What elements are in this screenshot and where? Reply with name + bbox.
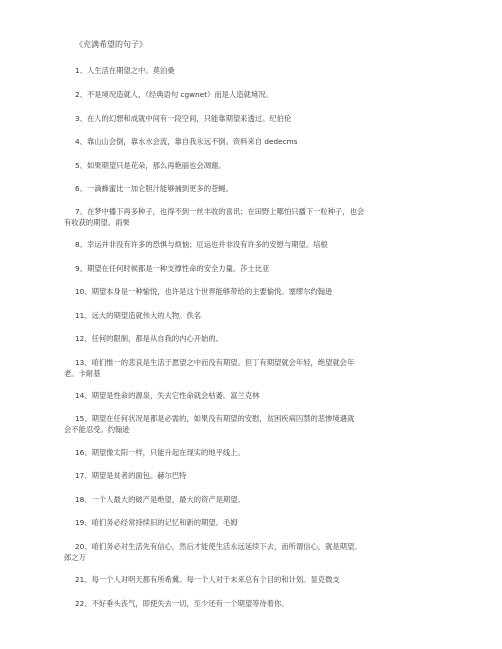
- list-item: [75, 161, 427, 172]
- item-text: 16、期望像太阳一样，只能升起在现实的地平线上。: [75, 448, 245, 457]
- item-text: 9、期望在任何时候都是一种支撑性命的安全力量。莎士比亚: [75, 264, 270, 273]
- list-item: [64, 207, 427, 228]
- list-item: [75, 240, 427, 251]
- item-text: 15、期望在任何状况是都是必需的，如果没有期望的安慰，贫困疾病囚禁的悲惨境遇就: [75, 414, 355, 423]
- list-item: [75, 448, 427, 459]
- list-item: [75, 471, 427, 482]
- list-item: [75, 264, 427, 275]
- item-continuation: 老。卡耐基: [64, 368, 101, 378]
- list-item: [75, 575, 427, 586]
- item-text: 6、一滴蜂蜜比一加仑胆汁能够捕到更多的苍蝇。: [75, 184, 233, 193]
- item-text: 21、每一个人对明天都有所希冀。每一个人对于未来总有个目的和计划。显克微支: [75, 575, 340, 584]
- item-text: 14、期望是性命的源泉，失去它性命就会枯萎。富兰克林: [75, 391, 260, 400]
- item-text: 4、靠山山会倒，靠水水会流，靠自我永远不倒。资料来自 dedecms: [75, 137, 298, 146]
- item-text: 1、人生活在期望之中。莫泊桑: [75, 66, 175, 75]
- item-continuation: 有收获的期望。雨果: [64, 217, 130, 227]
- item-text: 20、咱们务必对生活先有信心，然后才能使生活永远延续下去，而所谓信心，就是期望。: [75, 542, 362, 551]
- list-item: [75, 137, 427, 148]
- list-item: [75, 90, 427, 101]
- list-item: [75, 311, 427, 322]
- item-text: 22、不好垂头丧气，即使失去一切，至少还有一个期望等待着你。: [75, 599, 289, 608]
- item-text: 8、幸运并非没有许多的恐惧与烦恼；厄运也并非没有许多的安慰与期望。培根: [75, 240, 328, 249]
- item-text: 19、咱们务必经常持续旧的记忆和新的期望。毛姆: [75, 518, 238, 527]
- list-item: [75, 184, 427, 195]
- document-title: 《充满希望的句子》: [75, 40, 147, 49]
- item-text: 17、期望是贫者的面包。赫尔巴特: [75, 471, 187, 480]
- item-continuation: 郎之万: [64, 552, 86, 562]
- list-item: [75, 495, 427, 506]
- list-item: [64, 542, 427, 563]
- item-text: 11、远大的期望造就伟大的人物。佚名: [75, 311, 202, 320]
- item-text: 13、咱们惟一的悲哀是生活于愿望之中而没有期望。但丁有期望就会年轻，绝望就会年: [75, 358, 355, 367]
- item-text: 12、任何的限制，都是从自我的内心开始的。: [75, 334, 223, 343]
- item-text: 10、期望本身是一种愉悦，也许是这个世界能够带给的主要愉悦。塞缪尔约翰逊: [75, 287, 333, 296]
- item-text: 7、在梦中播下再多种子，也得不到一丝丰收的喜讯；在田野上哪怕只播下一粒种子，也会: [75, 207, 365, 216]
- list-item: [75, 287, 427, 298]
- item-text: 5、如果期望只是花朵，那么再艳丽也会凋谢。: [75, 161, 226, 170]
- list-item: [75, 334, 427, 345]
- list-item: [75, 391, 427, 402]
- item-text: 2、不是境况造就人，（经典语句 cgwnet）而是人造就境况。: [75, 90, 273, 99]
- list-item: [64, 358, 427, 379]
- list-item: [75, 66, 427, 77]
- item-text: 18、一个人最大的破产是绝望，最大的资产是期望。: [75, 495, 245, 504]
- list-item: [75, 114, 427, 125]
- item-text: 3、在人的幻想和成就中间有一段空间，只能靠期望来透过。纪伯伦: [75, 114, 292, 123]
- item-continuation: 会不能忍受。约翰逊: [64, 424, 130, 434]
- list-item: [64, 414, 427, 435]
- list-item: [75, 599, 427, 610]
- list-item: [75, 518, 427, 529]
